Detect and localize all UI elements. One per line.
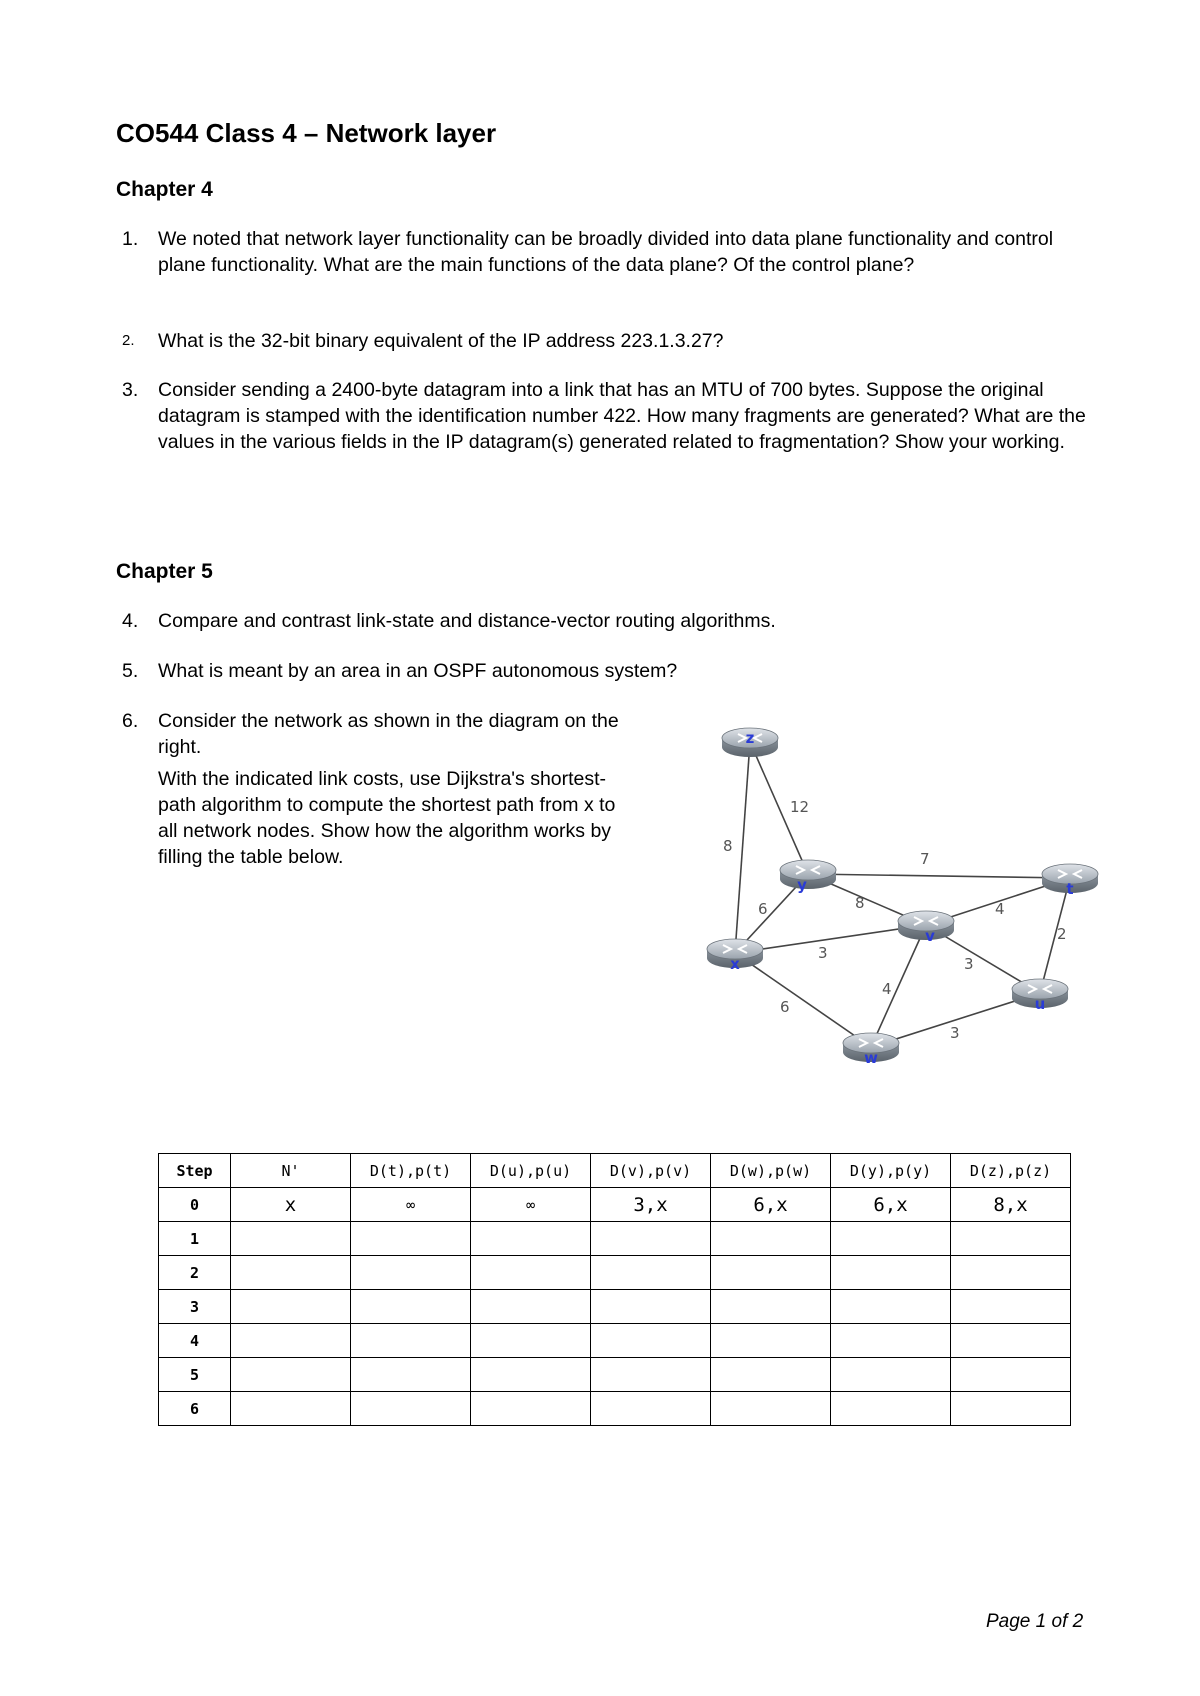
- cost-label-v-u: 3: [964, 955, 974, 973]
- table-cell[interactable]: [591, 1222, 711, 1256]
- question-text: Consider sending a 2400-byte datagram into a link that has an MTU of 700 bytes. Suppose the original datagram is stamped with the identification number 422. How many fragments are generated? What are the values in the various fields in the IP datagram(s) generated related to fragmentation? Show your working.: [158, 379, 1086, 453]
- question-6: [116, 708, 636, 876]
- node-label-x: x: [730, 955, 740, 973]
- cost-label-x-v: 3: [818, 944, 828, 962]
- table-cell[interactable]: [711, 1358, 831, 1392]
- table-row: [159, 1324, 1071, 1358]
- link-x-w: [735, 953, 871, 1047]
- router-t: [1042, 864, 1098, 898]
- table-cell: 2: [159, 1256, 231, 1290]
- table-cell[interactable]: [351, 1290, 471, 1324]
- table-cell: 3: [159, 1290, 231, 1324]
- table-cell[interactable]: [471, 1290, 591, 1324]
- node-label-v: v: [925, 927, 935, 945]
- router-z: [722, 728, 778, 757]
- table-row: [159, 1358, 1071, 1392]
- table-cell[interactable]: [591, 1256, 711, 1290]
- cost-label-z-x: 8: [723, 837, 733, 855]
- table-cell[interactable]: [351, 1222, 471, 1256]
- table-cell[interactable]: [711, 1392, 831, 1426]
- table-cell: 3,x: [591, 1188, 711, 1222]
- question-3: [116, 377, 1096, 455]
- table-cell[interactable]: [951, 1324, 1071, 1358]
- cost-label-y-t: 7: [920, 850, 930, 868]
- node-label-u: u: [1034, 995, 1046, 1013]
- table-cell[interactable]: [231, 1222, 351, 1256]
- table-cell[interactable]: [711, 1222, 831, 1256]
- table-row: [159, 1290, 1071, 1324]
- table-cell[interactable]: [231, 1324, 351, 1358]
- page-number: Page 1 of 2: [986, 1611, 1084, 1632]
- node-label-z: z: [745, 729, 755, 747]
- table-cell[interactable]: [831, 1392, 951, 1426]
- question-number: 2.: [122, 332, 135, 349]
- question-text: What is meant by an area in an OSPF autonomous system?: [158, 660, 678, 682]
- table-cell[interactable]: [471, 1324, 591, 1358]
- cost-label-y-x: 6: [758, 900, 768, 918]
- question-text: We noted that network layer functionality can be broadly divided into data plane functionality and control plane functionality. What are the main functions of the data plane? Of the control plane?: [158, 228, 1054, 276]
- table-cell[interactable]: [471, 1358, 591, 1392]
- table-cell[interactable]: [471, 1392, 591, 1426]
- question-1: [116, 226, 1096, 278]
- network-diagram: [700, 720, 1120, 1080]
- cost-label-v-w: 4: [882, 980, 892, 998]
- question-number: 6.: [122, 710, 139, 732]
- table-cell: 1: [159, 1222, 231, 1256]
- link-v-w: [871, 925, 926, 1047]
- table-cell[interactable]: [591, 1290, 711, 1324]
- table-cell: 8,x: [951, 1188, 1071, 1222]
- cost-label-w-u: 3: [950, 1024, 960, 1042]
- table-cell[interactable]: [831, 1358, 951, 1392]
- table-cell[interactable]: [831, 1324, 951, 1358]
- column-header: D(w),p(w): [711, 1154, 831, 1188]
- question-text: Consider the network as shown in the diagram on the right.: [158, 710, 619, 758]
- table-cell[interactable]: [231, 1392, 351, 1426]
- table-cell: 5: [159, 1358, 231, 1392]
- table-cell[interactable]: [951, 1392, 1071, 1426]
- column-header: N': [231, 1154, 351, 1188]
- table-cell[interactable]: [951, 1222, 1071, 1256]
- node-label-w: w: [864, 1049, 878, 1067]
- table-cell: 0: [159, 1188, 231, 1222]
- table-cell[interactable]: [231, 1256, 351, 1290]
- table-cell[interactable]: [471, 1256, 591, 1290]
- table-cell[interactable]: [831, 1290, 951, 1324]
- router-x: [707, 939, 763, 973]
- table-cell[interactable]: [951, 1256, 1071, 1290]
- router-w: [843, 1033, 899, 1067]
- table-cell[interactable]: [351, 1358, 471, 1392]
- column-header: Step: [159, 1154, 231, 1188]
- table-cell[interactable]: [831, 1222, 951, 1256]
- page-title: CO544 Class 4 – Network layer: [116, 118, 497, 148]
- question-number: 1.: [122, 228, 139, 250]
- router-y: [780, 860, 836, 894]
- table-header-row: [159, 1154, 1071, 1188]
- router-v: [898, 911, 954, 945]
- table-cell: 4: [159, 1324, 231, 1358]
- column-header: D(v),p(v): [591, 1154, 711, 1188]
- question-number: 3.: [122, 379, 139, 401]
- table-cell[interactable]: [711, 1256, 831, 1290]
- cost-label-x-w: 6: [780, 998, 790, 1016]
- table-cell[interactable]: [951, 1358, 1071, 1392]
- table-cell[interactable]: [711, 1290, 831, 1324]
- table-cell[interactable]: [351, 1256, 471, 1290]
- link-x-v: [735, 925, 926, 953]
- table-cell[interactable]: [351, 1392, 471, 1426]
- table-cell[interactable]: [831, 1256, 951, 1290]
- table-cell: x: [231, 1188, 351, 1222]
- column-header: D(u),p(u): [471, 1154, 591, 1188]
- table-cell: ∞: [351, 1188, 471, 1222]
- column-header: D(y),p(y): [831, 1154, 951, 1188]
- question-text-continued: With the indicated link costs, use Dijkstra's shortest-path algorithm to compute the shortest path from x to all network nodes. Show how the algorithm works by filling the table below.: [158, 768, 616, 868]
- node-label-t: t: [1066, 880, 1074, 898]
- router-u: [1012, 979, 1068, 1013]
- table-cell[interactable]: [231, 1290, 351, 1324]
- table-cell[interactable]: [591, 1392, 711, 1426]
- column-header: D(t),p(t): [351, 1154, 471, 1188]
- chapter-5-heading: Chapter 5: [116, 560, 213, 583]
- table-cell[interactable]: [711, 1324, 831, 1358]
- question-number: 5.: [122, 660, 139, 682]
- table-row: [159, 1188, 1071, 1222]
- table-cell[interactable]: [591, 1324, 711, 1358]
- link-z-x: [735, 742, 750, 953]
- table-cell[interactable]: [471, 1222, 591, 1256]
- question-5: [116, 658, 1096, 684]
- table-cell: 6: [159, 1392, 231, 1426]
- question-4: [116, 608, 1096, 634]
- cost-label-t-u: 2: [1057, 925, 1067, 943]
- dijkstra-table: [158, 1153, 1071, 1426]
- link-y-t: [808, 874, 1070, 878]
- table-row: [159, 1222, 1071, 1256]
- cost-label-y-v: 8: [855, 894, 865, 912]
- question-number: 4.: [122, 610, 139, 632]
- cost-label-v-t: 4: [995, 900, 1005, 918]
- table-row: [159, 1392, 1071, 1426]
- table-cell[interactable]: [231, 1358, 351, 1392]
- table-cell: ∞: [471, 1188, 591, 1222]
- question-2: [116, 328, 1096, 354]
- question-text: Compare and contrast link-state and distance-vector routing algorithms.: [158, 610, 776, 632]
- table-cell[interactable]: [351, 1324, 471, 1358]
- column-header: D(z),p(z): [951, 1154, 1071, 1188]
- table-cell: 6,x: [711, 1188, 831, 1222]
- question-text: What is the 32-bit binary equivalent of the IP address 223.1.3.27?: [158, 330, 724, 352]
- table-cell[interactable]: [951, 1290, 1071, 1324]
- cost-label-z-y: 12: [790, 798, 810, 816]
- chapter-4-heading: Chapter 4: [116, 178, 213, 201]
- table-cell: 6,x: [831, 1188, 951, 1222]
- table-cell[interactable]: [591, 1358, 711, 1392]
- node-label-y: y: [797, 876, 807, 894]
- table-row: [159, 1256, 1071, 1290]
